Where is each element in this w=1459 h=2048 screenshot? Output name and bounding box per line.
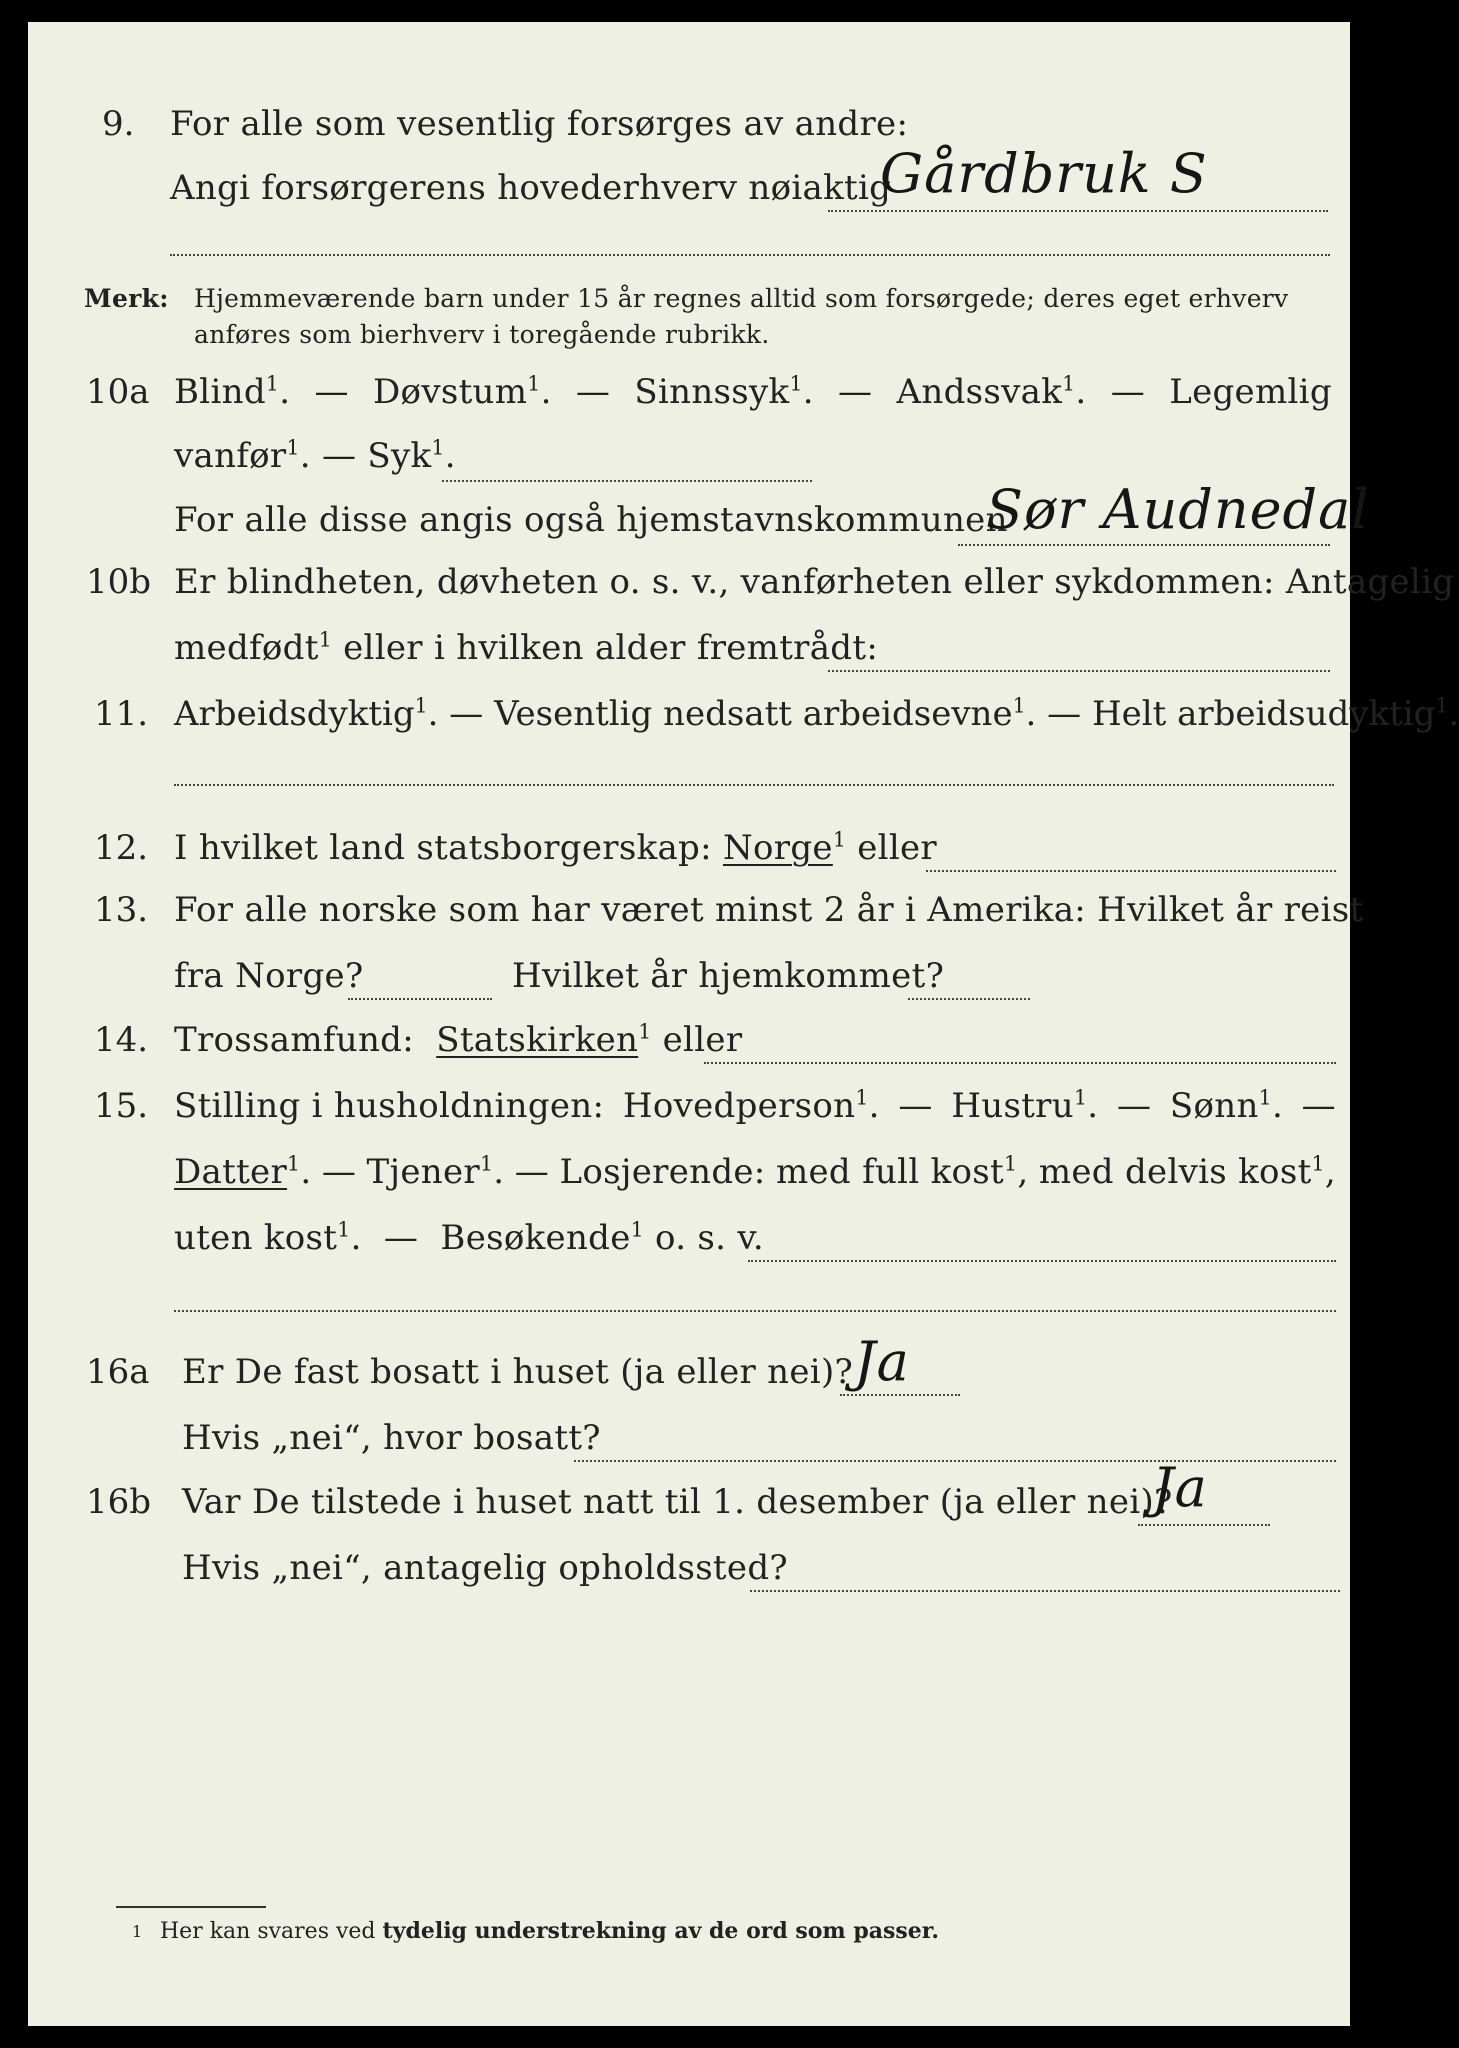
footnote-text: Her kan svares ved tydelig understrekning av de ord som passer. [160, 1918, 940, 1944]
q13-line2a: fra Norge? [174, 956, 364, 996]
q13-line1: For alle norske som har været minst 2 år i Amerika: Hvilket år reist [174, 890, 1364, 930]
merk-label: Merk: [84, 284, 169, 313]
q9-extra-line [170, 254, 1330, 256]
census-form-page [28, 22, 1459, 2026]
q16b-line1: Var De tilstede i huset natt til 1. desember (ja eller nei)? [182, 1482, 1173, 1522]
q13-hjemkommet-line [908, 998, 1030, 1000]
q16a-line1: Er De fast bosatt i huset (ja eller nei)? [182, 1352, 854, 1392]
q14-answer-line [704, 1062, 1336, 1064]
footnote-mark: 1 [132, 1922, 143, 1941]
q10a-answer-line [958, 544, 1330, 546]
q9-answer-line [828, 210, 1328, 212]
q10b-answer-line [828, 670, 1330, 672]
q10b-line1: Er blindheten, døvheten o. s. v., vanførheten eller sykdommen: Antagelig [174, 562, 1455, 602]
q16b-line2: Hvis „nei“, antagelig opholdssted? [182, 1548, 788, 1588]
q9-line1: For alle som vesentlig forsørges av andre: [170, 104, 909, 144]
q12-norge-underlined: Norge [722, 828, 833, 868]
q15-line1: Stilling i husholdningen: Hovedperson$^1$. — Hustru$^1$. — Sønn$^1$. — [174, 1085, 1336, 1126]
q14-statskirken-underlined: Statskirken [436, 1020, 639, 1060]
merk-line1: Hjemmeværende barn under 15 år regnes alltid som forsørgede; deres eget erhverv [194, 284, 1289, 313]
q10a-syk-line [442, 480, 812, 482]
q16b-opholdssted-line [750, 1590, 1340, 1592]
q10a-andssvak: Andssvak [896, 372, 1063, 412]
q12-number: 12. [94, 828, 149, 868]
q10a-handwritten-answer: Sør Audnedal [986, 478, 1370, 541]
q10a-line3: For alle disse angis også hjemstavnskommunen [174, 500, 1008, 540]
merk-line2: anføres som bierhverv i toregående rubrikk. [194, 320, 770, 349]
q15-number: 15. [94, 1086, 149, 1126]
q16b-answer-line [1138, 1524, 1270, 1526]
q10a-sinnssyk: Sinnssyk [634, 372, 790, 412]
q15-line2: Datter$^1$. — Tjener$^1$. — Losjerende: med full kost$^1$, med delvis kost$^1$, [174, 1151, 1336, 1192]
q12-line: I hvilket land statsborgerskap: Norge$^1$ eller [174, 827, 937, 868]
q13-reist-line [348, 998, 492, 1000]
q16b-handwritten-answer: Ja [1152, 1456, 1208, 1519]
q10b-line2: medfødt$^1$ eller i hvilken alder fremtrådt: [174, 627, 879, 668]
q14-number: 14. [94, 1020, 149, 1060]
q15-extra-line [174, 1310, 1336, 1312]
q10a-blind: Blind [174, 372, 266, 412]
q12-answer-line [926, 870, 1336, 872]
q15-datter-underlined: Datter [174, 1152, 288, 1192]
q10a-line1: Blind$^1$. — Døvstum$^1$. — Sinnssyk$^1$. — Andssvak$^1$. — Legemlig [174, 371, 1332, 412]
q16a-number: 16a [86, 1352, 150, 1392]
q10a-legemlig: Legemlig [1169, 372, 1332, 412]
q9-number: 9. [102, 104, 135, 144]
q10b-number: 10b [86, 562, 152, 602]
q11-number: 11. [94, 694, 149, 734]
q16a-answer-line [840, 1394, 960, 1396]
q10a-dovstum: Døvstum [372, 372, 528, 412]
q15-line3: uten kost$^1$. — Besøkende$^1$ o. s. v. [174, 1217, 764, 1258]
q13-number: 13. [94, 890, 149, 930]
q16a-handwritten-answer: Ja [854, 1330, 910, 1393]
q9-handwritten-answer: Gårdbruk S [880, 142, 1208, 205]
q10a-number: 10a [86, 372, 150, 412]
q10a-line2: vanfør$^1$. — Syk$^1$. [174, 435, 456, 476]
q15-answer-line [748, 1260, 1336, 1262]
q14-line: Trossamfund: Statskirken$^1$ eller [174, 1019, 743, 1060]
q16a-line2: Hvis „nei“, hvor bosatt? [182, 1418, 601, 1458]
q11-answer-line [174, 784, 1334, 786]
q16a-bosatt-line [574, 1460, 1336, 1462]
footnote-rule [116, 1906, 266, 1908]
q16b-number: 16b [86, 1482, 152, 1522]
q11-line: Arbeidsdyktig$^1$. — Vesentlig nedsatt arbeidsevne$^1$. — Helt arbeidsudyktig$^1$. [174, 693, 1459, 734]
q13-line2b: Hvilket år hjemkommet? [512, 956, 945, 996]
q9-line2: Angi forsørgerens hovederhverv nøiaktig [170, 168, 892, 208]
